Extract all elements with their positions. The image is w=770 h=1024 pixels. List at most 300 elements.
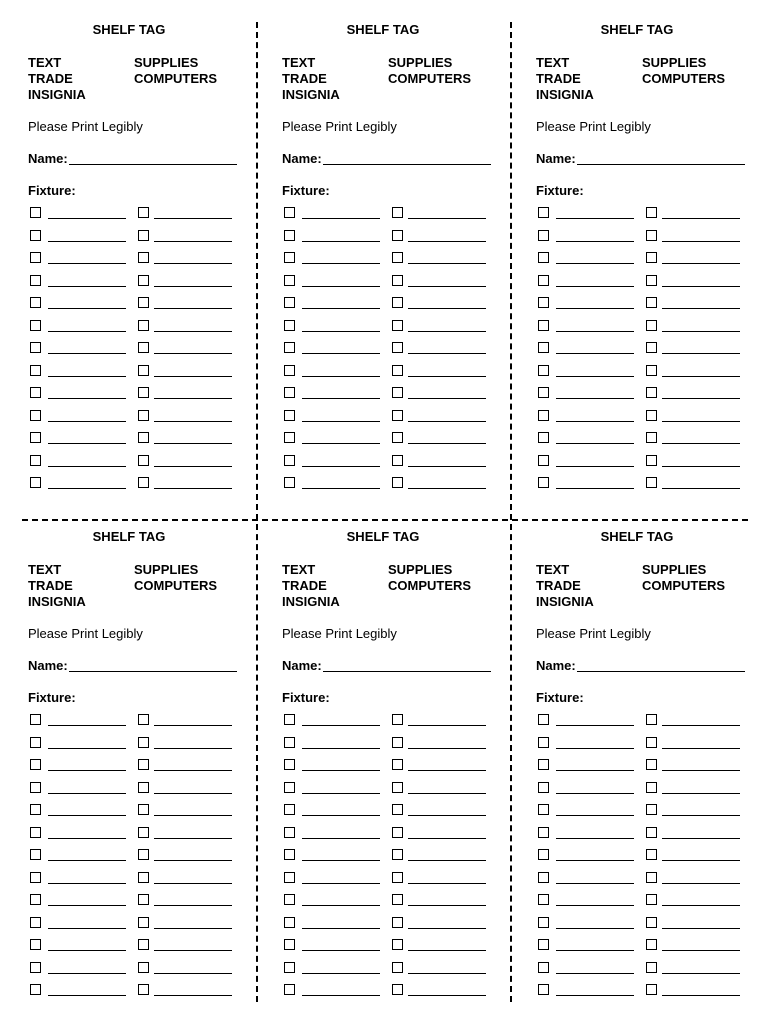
fixture-write-line[interactable]	[154, 308, 232, 309]
fixture-checkbox[interactable]	[30, 297, 41, 308]
fixture-checkbox[interactable]	[30, 207, 41, 218]
fixture-write-line[interactable]	[556, 860, 634, 861]
fixture-write-line[interactable]	[556, 353, 634, 354]
fixture-write-line[interactable]	[154, 883, 232, 884]
fixture-checkbox[interactable]	[284, 962, 295, 973]
fixture-write-line[interactable]	[302, 421, 380, 422]
fixture-write-line[interactable]	[408, 331, 486, 332]
fixture-write-line[interactable]	[154, 815, 232, 816]
fixture-checkbox[interactable]	[284, 297, 295, 308]
fixture-checkbox[interactable]	[30, 230, 41, 241]
fixture-write-line[interactable]	[662, 928, 740, 929]
fixture-checkbox[interactable]	[138, 207, 149, 218]
fixture-checkbox[interactable]	[284, 917, 295, 928]
fixture-checkbox[interactable]	[138, 387, 149, 398]
fixture-checkbox[interactable]	[138, 455, 149, 466]
fixture-write-line[interactable]	[408, 815, 486, 816]
name-input-line[interactable]	[69, 671, 237, 672]
fixture-write-line[interactable]	[154, 973, 232, 974]
fixture-checkbox[interactable]	[30, 939, 41, 950]
fixture-write-line[interactable]	[408, 748, 486, 749]
fixture-write-line[interactable]	[408, 905, 486, 906]
fixture-checkbox[interactable]	[392, 297, 403, 308]
fixture-write-line[interactable]	[154, 353, 232, 354]
fixture-write-line[interactable]	[556, 286, 634, 287]
fixture-write-line[interactable]	[556, 443, 634, 444]
fixture-checkbox[interactable]	[538, 872, 549, 883]
fixture-write-line[interactable]	[48, 421, 126, 422]
fixture-write-line[interactable]	[48, 815, 126, 816]
fixture-checkbox[interactable]	[538, 365, 549, 376]
fixture-checkbox[interactable]	[646, 410, 657, 421]
fixture-write-line[interactable]	[408, 218, 486, 219]
fixture-write-line[interactable]	[302, 218, 380, 219]
fixture-write-line[interactable]	[662, 815, 740, 816]
fixture-write-line[interactable]	[48, 308, 126, 309]
fixture-checkbox[interactable]	[392, 804, 403, 815]
fixture-checkbox[interactable]	[284, 410, 295, 421]
fixture-checkbox[interactable]	[538, 782, 549, 793]
fixture-write-line[interactable]	[154, 793, 232, 794]
fixture-checkbox[interactable]	[646, 984, 657, 995]
name-input-line[interactable]	[577, 671, 745, 672]
fixture-write-line[interactable]	[302, 376, 380, 377]
fixture-write-line[interactable]	[662, 398, 740, 399]
fixture-checkbox[interactable]	[538, 894, 549, 905]
fixture-checkbox[interactable]	[138, 230, 149, 241]
fixture-checkbox[interactable]	[538, 714, 549, 725]
fixture-write-line[interactable]	[408, 466, 486, 467]
fixture-checkbox[interactable]	[30, 365, 41, 376]
fixture-write-line[interactable]	[302, 770, 380, 771]
fixture-checkbox[interactable]	[138, 432, 149, 443]
fixture-checkbox[interactable]	[392, 320, 403, 331]
fixture-write-line[interactable]	[302, 466, 380, 467]
fixture-checkbox[interactable]	[138, 849, 149, 860]
fixture-checkbox[interactable]	[138, 410, 149, 421]
fixture-write-line[interactable]	[154, 331, 232, 332]
fixture-checkbox[interactable]	[138, 872, 149, 883]
fixture-write-line[interactable]	[408, 973, 486, 974]
fixture-checkbox[interactable]	[646, 714, 657, 725]
fixture-write-line[interactable]	[662, 905, 740, 906]
fixture-write-line[interactable]	[408, 725, 486, 726]
fixture-write-line[interactable]	[662, 353, 740, 354]
fixture-checkbox[interactable]	[284, 320, 295, 331]
fixture-checkbox[interactable]	[392, 275, 403, 286]
fixture-write-line[interactable]	[556, 770, 634, 771]
fixture-write-line[interactable]	[556, 883, 634, 884]
fixture-checkbox[interactable]	[646, 455, 657, 466]
fixture-checkbox[interactable]	[284, 737, 295, 748]
fixture-write-line[interactable]	[556, 725, 634, 726]
fixture-checkbox[interactable]	[392, 387, 403, 398]
fixture-write-line[interactable]	[408, 995, 486, 996]
fixture-checkbox[interactable]	[646, 477, 657, 488]
name-input-line[interactable]	[69, 164, 237, 165]
fixture-checkbox[interactable]	[392, 207, 403, 218]
fixture-write-line[interactable]	[302, 793, 380, 794]
fixture-write-line[interactable]	[48, 950, 126, 951]
fixture-write-line[interactable]	[302, 928, 380, 929]
fixture-write-line[interactable]	[48, 466, 126, 467]
fixture-write-line[interactable]	[154, 443, 232, 444]
fixture-checkbox[interactable]	[646, 297, 657, 308]
fixture-write-line[interactable]	[556, 793, 634, 794]
fixture-checkbox[interactable]	[538, 387, 549, 398]
fixture-write-line[interactable]	[556, 263, 634, 264]
fixture-checkbox[interactable]	[538, 962, 549, 973]
fixture-checkbox[interactable]	[30, 714, 41, 725]
fixture-write-line[interactable]	[48, 353, 126, 354]
fixture-write-line[interactable]	[154, 838, 232, 839]
fixture-write-line[interactable]	[302, 308, 380, 309]
fixture-write-line[interactable]	[662, 376, 740, 377]
fixture-write-line[interactable]	[662, 218, 740, 219]
fixture-checkbox[interactable]	[646, 827, 657, 838]
fixture-write-line[interactable]	[556, 241, 634, 242]
fixture-write-line[interactable]	[154, 725, 232, 726]
fixture-write-line[interactable]	[302, 263, 380, 264]
fixture-checkbox[interactable]	[284, 894, 295, 905]
fixture-write-line[interactable]	[662, 883, 740, 884]
fixture-write-line[interactable]	[408, 286, 486, 287]
fixture-checkbox[interactable]	[392, 432, 403, 443]
fixture-write-line[interactable]	[48, 725, 126, 726]
fixture-checkbox[interactable]	[284, 849, 295, 860]
fixture-write-line[interactable]	[48, 793, 126, 794]
fixture-checkbox[interactable]	[646, 759, 657, 770]
fixture-write-line[interactable]	[154, 905, 232, 906]
fixture-write-line[interactable]	[662, 488, 740, 489]
fixture-checkbox[interactable]	[30, 804, 41, 815]
fixture-checkbox[interactable]	[284, 207, 295, 218]
fixture-write-line[interactable]	[154, 748, 232, 749]
fixture-write-line[interactable]	[48, 995, 126, 996]
fixture-write-line[interactable]	[48, 331, 126, 332]
fixture-write-line[interactable]	[302, 748, 380, 749]
fixture-checkbox[interactable]	[646, 737, 657, 748]
fixture-checkbox[interactable]	[646, 804, 657, 815]
fixture-checkbox[interactable]	[284, 984, 295, 995]
fixture-write-line[interactable]	[662, 748, 740, 749]
fixture-write-line[interactable]	[154, 263, 232, 264]
fixture-checkbox[interactable]	[538, 252, 549, 263]
fixture-checkbox[interactable]	[538, 410, 549, 421]
fixture-write-line[interactable]	[662, 241, 740, 242]
fixture-write-line[interactable]	[556, 748, 634, 749]
fixture-checkbox[interactable]	[646, 275, 657, 286]
fixture-write-line[interactable]	[154, 466, 232, 467]
fixture-checkbox[interactable]	[284, 275, 295, 286]
fixture-write-line[interactable]	[556, 905, 634, 906]
fixture-checkbox[interactable]	[392, 477, 403, 488]
fixture-checkbox[interactable]	[138, 759, 149, 770]
fixture-checkbox[interactable]	[392, 984, 403, 995]
fixture-write-line[interactable]	[302, 815, 380, 816]
fixture-write-line[interactable]	[154, 218, 232, 219]
fixture-checkbox[interactable]	[284, 827, 295, 838]
fixture-write-line[interactable]	[154, 398, 232, 399]
fixture-checkbox[interactable]	[138, 804, 149, 815]
fixture-checkbox[interactable]	[138, 275, 149, 286]
fixture-write-line[interactable]	[556, 308, 634, 309]
fixture-write-line[interactable]	[408, 793, 486, 794]
fixture-checkbox[interactable]	[646, 230, 657, 241]
fixture-checkbox[interactable]	[646, 894, 657, 905]
fixture-checkbox[interactable]	[392, 759, 403, 770]
fixture-write-line[interactable]	[556, 331, 634, 332]
fixture-write-line[interactable]	[662, 286, 740, 287]
fixture-checkbox[interactable]	[392, 252, 403, 263]
fixture-write-line[interactable]	[662, 263, 740, 264]
fixture-write-line[interactable]	[48, 770, 126, 771]
fixture-write-line[interactable]	[408, 883, 486, 884]
fixture-checkbox[interactable]	[392, 342, 403, 353]
fixture-checkbox[interactable]	[646, 917, 657, 928]
fixture-checkbox[interactable]	[138, 714, 149, 725]
fixture-checkbox[interactable]	[392, 917, 403, 928]
fixture-checkbox[interactable]	[30, 387, 41, 398]
fixture-write-line[interactable]	[556, 995, 634, 996]
fixture-checkbox[interactable]	[538, 917, 549, 928]
fixture-write-line[interactable]	[556, 398, 634, 399]
name-input-line[interactable]	[323, 671, 491, 672]
fixture-checkbox[interactable]	[538, 230, 549, 241]
fixture-checkbox[interactable]	[392, 455, 403, 466]
fixture-checkbox[interactable]	[646, 782, 657, 793]
fixture-write-line[interactable]	[302, 883, 380, 884]
fixture-checkbox[interactable]	[392, 365, 403, 376]
fixture-write-line[interactable]	[556, 218, 634, 219]
fixture-write-line[interactable]	[408, 308, 486, 309]
fixture-checkbox[interactable]	[392, 230, 403, 241]
fixture-checkbox[interactable]	[646, 872, 657, 883]
fixture-checkbox[interactable]	[392, 849, 403, 860]
fixture-checkbox[interactable]	[284, 455, 295, 466]
fixture-write-line[interactable]	[48, 488, 126, 489]
fixture-checkbox[interactable]	[30, 275, 41, 286]
fixture-write-line[interactable]	[302, 353, 380, 354]
fixture-write-line[interactable]	[48, 838, 126, 839]
fixture-write-line[interactable]	[302, 838, 380, 839]
fixture-write-line[interactable]	[48, 748, 126, 749]
fixture-write-line[interactable]	[662, 973, 740, 974]
fixture-write-line[interactable]	[302, 443, 380, 444]
fixture-write-line[interactable]	[408, 421, 486, 422]
fixture-checkbox[interactable]	[646, 387, 657, 398]
fixture-write-line[interactable]	[662, 725, 740, 726]
fixture-checkbox[interactable]	[30, 782, 41, 793]
fixture-write-line[interactable]	[302, 973, 380, 974]
fixture-write-line[interactable]	[48, 860, 126, 861]
fixture-checkbox[interactable]	[392, 872, 403, 883]
fixture-write-line[interactable]	[302, 398, 380, 399]
fixture-checkbox[interactable]	[138, 939, 149, 950]
fixture-checkbox[interactable]	[138, 252, 149, 263]
fixture-checkbox[interactable]	[538, 477, 549, 488]
fixture-checkbox[interactable]	[284, 939, 295, 950]
fixture-write-line[interactable]	[556, 466, 634, 467]
fixture-checkbox[interactable]	[538, 297, 549, 308]
fixture-checkbox[interactable]	[138, 320, 149, 331]
fixture-write-line[interactable]	[662, 950, 740, 951]
fixture-write-line[interactable]	[556, 815, 634, 816]
fixture-write-line[interactable]	[662, 793, 740, 794]
fixture-write-line[interactable]	[662, 995, 740, 996]
fixture-checkbox[interactable]	[284, 252, 295, 263]
fixture-checkbox[interactable]	[538, 984, 549, 995]
fixture-checkbox[interactable]	[30, 737, 41, 748]
fixture-write-line[interactable]	[302, 860, 380, 861]
fixture-checkbox[interactable]	[30, 410, 41, 421]
fixture-checkbox[interactable]	[646, 252, 657, 263]
fixture-write-line[interactable]	[302, 488, 380, 489]
fixture-write-line[interactable]	[154, 376, 232, 377]
fixture-write-line[interactable]	[408, 376, 486, 377]
fixture-write-line[interactable]	[408, 770, 486, 771]
fixture-checkbox[interactable]	[284, 872, 295, 883]
fixture-write-line[interactable]	[556, 973, 634, 974]
fixture-checkbox[interactable]	[284, 714, 295, 725]
fixture-write-line[interactable]	[48, 241, 126, 242]
fixture-checkbox[interactable]	[538, 432, 549, 443]
fixture-checkbox[interactable]	[392, 714, 403, 725]
fixture-write-line[interactable]	[408, 488, 486, 489]
fixture-checkbox[interactable]	[284, 230, 295, 241]
fixture-write-line[interactable]	[408, 928, 486, 929]
fixture-write-line[interactable]	[662, 770, 740, 771]
fixture-checkbox[interactable]	[646, 365, 657, 376]
fixture-checkbox[interactable]	[538, 737, 549, 748]
fixture-write-line[interactable]	[154, 995, 232, 996]
fixture-write-line[interactable]	[556, 838, 634, 839]
fixture-checkbox[interactable]	[538, 455, 549, 466]
fixture-checkbox[interactable]	[284, 387, 295, 398]
fixture-checkbox[interactable]	[538, 827, 549, 838]
fixture-write-line[interactable]	[662, 838, 740, 839]
fixture-write-line[interactable]	[302, 331, 380, 332]
fixture-checkbox[interactable]	[284, 342, 295, 353]
fixture-checkbox[interactable]	[392, 410, 403, 421]
fixture-checkbox[interactable]	[538, 342, 549, 353]
fixture-checkbox[interactable]	[138, 782, 149, 793]
fixture-checkbox[interactable]	[392, 782, 403, 793]
fixture-write-line[interactable]	[662, 421, 740, 422]
fixture-write-line[interactable]	[154, 286, 232, 287]
fixture-checkbox[interactable]	[284, 365, 295, 376]
fixture-write-line[interactable]	[302, 286, 380, 287]
fixture-write-line[interactable]	[48, 263, 126, 264]
fixture-write-line[interactable]	[556, 421, 634, 422]
fixture-write-line[interactable]	[662, 308, 740, 309]
fixture-write-line[interactable]	[48, 905, 126, 906]
fixture-checkbox[interactable]	[646, 962, 657, 973]
fixture-write-line[interactable]	[556, 376, 634, 377]
fixture-write-line[interactable]	[302, 905, 380, 906]
fixture-checkbox[interactable]	[538, 849, 549, 860]
fixture-write-line[interactable]	[556, 488, 634, 489]
fixture-checkbox[interactable]	[646, 939, 657, 950]
fixture-checkbox[interactable]	[138, 297, 149, 308]
fixture-checkbox[interactable]	[30, 849, 41, 860]
fixture-checkbox[interactable]	[392, 962, 403, 973]
fixture-write-line[interactable]	[302, 241, 380, 242]
fixture-checkbox[interactable]	[538, 939, 549, 950]
fixture-checkbox[interactable]	[30, 962, 41, 973]
fixture-write-line[interactable]	[154, 770, 232, 771]
fixture-write-line[interactable]	[662, 331, 740, 332]
fixture-write-line[interactable]	[662, 860, 740, 861]
fixture-write-line[interactable]	[556, 928, 634, 929]
fixture-write-line[interactable]	[154, 241, 232, 242]
fixture-write-line[interactable]	[154, 860, 232, 861]
fixture-write-line[interactable]	[48, 883, 126, 884]
fixture-write-line[interactable]	[154, 488, 232, 489]
fixture-checkbox[interactable]	[30, 320, 41, 331]
fixture-checkbox[interactable]	[284, 804, 295, 815]
fixture-write-line[interactable]	[408, 443, 486, 444]
fixture-write-line[interactable]	[302, 725, 380, 726]
fixture-checkbox[interactable]	[538, 804, 549, 815]
fixture-checkbox[interactable]	[646, 432, 657, 443]
name-input-line[interactable]	[577, 164, 745, 165]
fixture-checkbox[interactable]	[138, 827, 149, 838]
fixture-write-line[interactable]	[408, 398, 486, 399]
name-input-line[interactable]	[323, 164, 491, 165]
fixture-write-line[interactable]	[408, 838, 486, 839]
fixture-checkbox[interactable]	[392, 894, 403, 905]
fixture-checkbox[interactable]	[30, 759, 41, 770]
fixture-checkbox[interactable]	[284, 477, 295, 488]
fixture-write-line[interactable]	[408, 263, 486, 264]
fixture-checkbox[interactable]	[138, 917, 149, 928]
fixture-write-line[interactable]	[408, 950, 486, 951]
fixture-write-line[interactable]	[48, 398, 126, 399]
fixture-checkbox[interactable]	[30, 477, 41, 488]
fixture-write-line[interactable]	[48, 218, 126, 219]
fixture-checkbox[interactable]	[646, 849, 657, 860]
fixture-checkbox[interactable]	[284, 759, 295, 770]
fixture-checkbox[interactable]	[138, 342, 149, 353]
fixture-checkbox[interactable]	[646, 320, 657, 331]
fixture-checkbox[interactable]	[538, 320, 549, 331]
fixture-checkbox[interactable]	[138, 962, 149, 973]
fixture-checkbox[interactable]	[538, 207, 549, 218]
fixture-write-line[interactable]	[154, 421, 232, 422]
fixture-checkbox[interactable]	[646, 342, 657, 353]
fixture-checkbox[interactable]	[138, 984, 149, 995]
fixture-write-line[interactable]	[48, 376, 126, 377]
fixture-checkbox[interactable]	[538, 759, 549, 770]
fixture-write-line[interactable]	[154, 928, 232, 929]
fixture-checkbox[interactable]	[30, 432, 41, 443]
fixture-checkbox[interactable]	[392, 827, 403, 838]
fixture-checkbox[interactable]	[284, 432, 295, 443]
fixture-checkbox[interactable]	[284, 782, 295, 793]
fixture-checkbox[interactable]	[30, 872, 41, 883]
fixture-checkbox[interactable]	[392, 737, 403, 748]
fixture-checkbox[interactable]	[30, 252, 41, 263]
fixture-write-line[interactable]	[48, 928, 126, 929]
fixture-write-line[interactable]	[408, 860, 486, 861]
fixture-write-line[interactable]	[302, 950, 380, 951]
fixture-checkbox[interactable]	[30, 342, 41, 353]
fixture-checkbox[interactable]	[30, 827, 41, 838]
fixture-write-line[interactable]	[48, 443, 126, 444]
fixture-checkbox[interactable]	[138, 737, 149, 748]
fixture-checkbox[interactable]	[138, 365, 149, 376]
